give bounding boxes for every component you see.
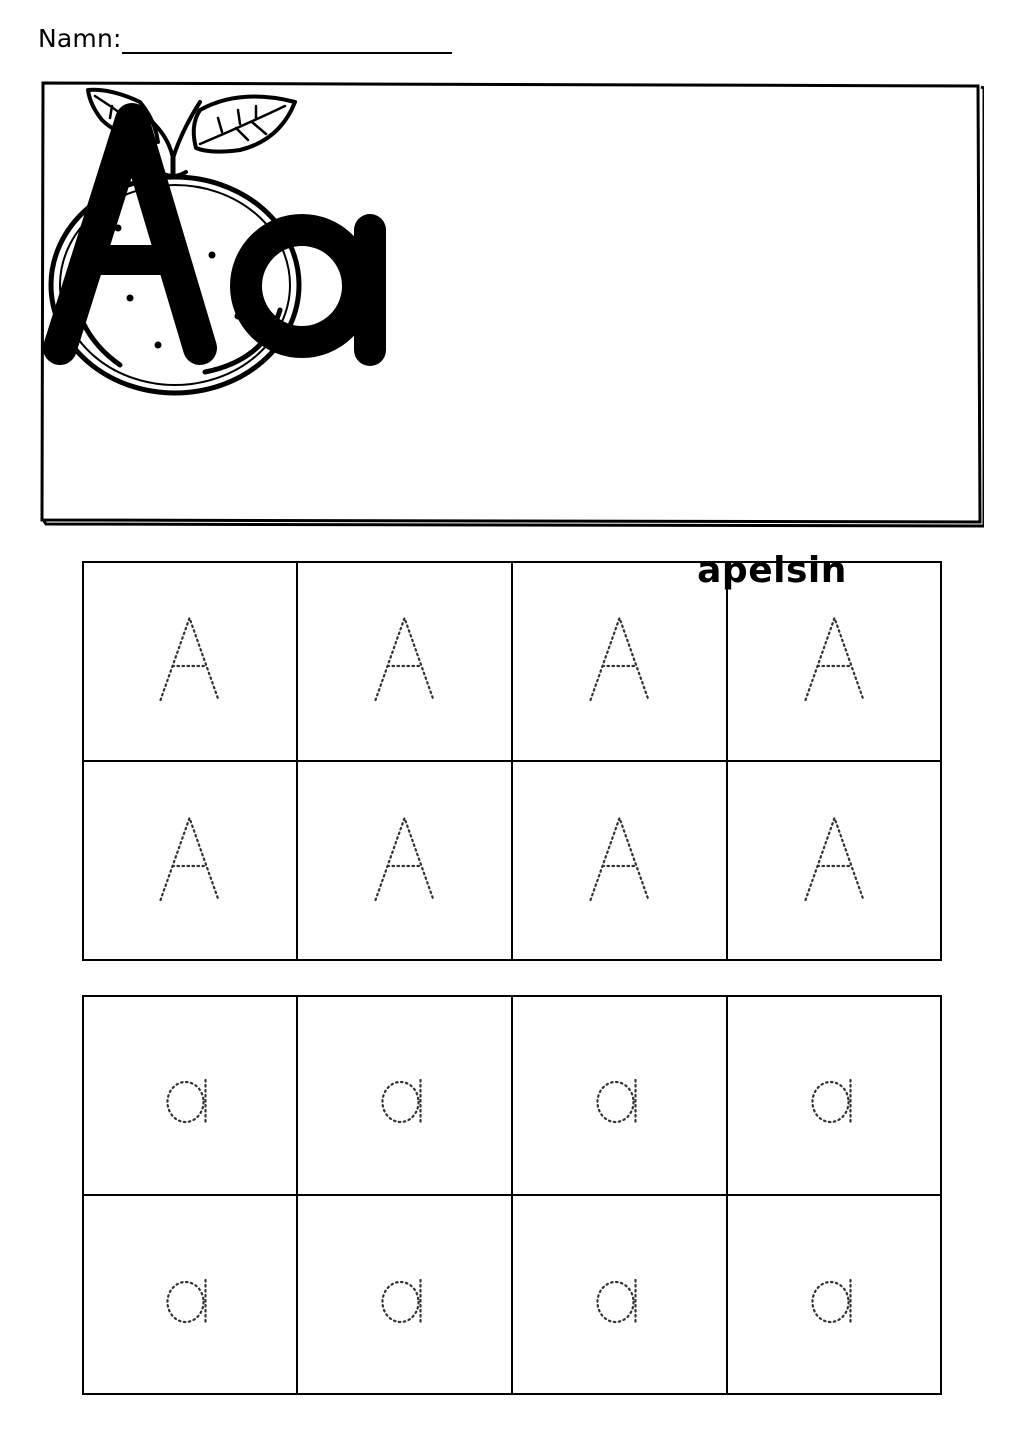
letter-card [40,80,980,591]
trace-cell-lowercase[interactable] [168,1080,206,1122]
trace-cell-uppercase[interactable] [591,818,649,900]
lowercase-tracing-grid-svg [82,995,942,1395]
orange-dots [115,225,242,349]
trace-cell-uppercase[interactable] [376,818,434,900]
trace-cell-uppercase[interactable] [161,618,219,700]
trace-cell-lowercase[interactable] [813,1280,851,1322]
trace-cell-uppercase[interactable] [591,618,649,700]
uppercase-tracing-grid-svg [82,561,942,961]
trace-cell-uppercase[interactable] [806,818,864,900]
trace-cell-lowercase[interactable] [598,1280,636,1322]
trace-cell-lowercase[interactable] [813,1080,851,1122]
trace-cell-lowercase[interactable] [598,1080,636,1122]
uppercase-tracing-grid [82,561,942,961]
trace-cell-lowercase[interactable] [168,1280,206,1322]
trace-cell-lowercase[interactable] [383,1080,421,1122]
orange-icon [40,80,310,400]
picture-word: apelsin [697,550,847,591]
trace-cell-uppercase[interactable] [161,818,219,900]
name-row [38,22,458,62]
lowercase-tracing-grid [82,995,942,1395]
name-write-line[interactable] [122,52,452,54]
trace-cell-uppercase[interactable] [376,618,434,700]
name-label: Namn: [38,24,122,53]
trace-cell-lowercase[interactable] [383,1280,421,1322]
trace-cell-uppercase[interactable] [806,618,864,700]
